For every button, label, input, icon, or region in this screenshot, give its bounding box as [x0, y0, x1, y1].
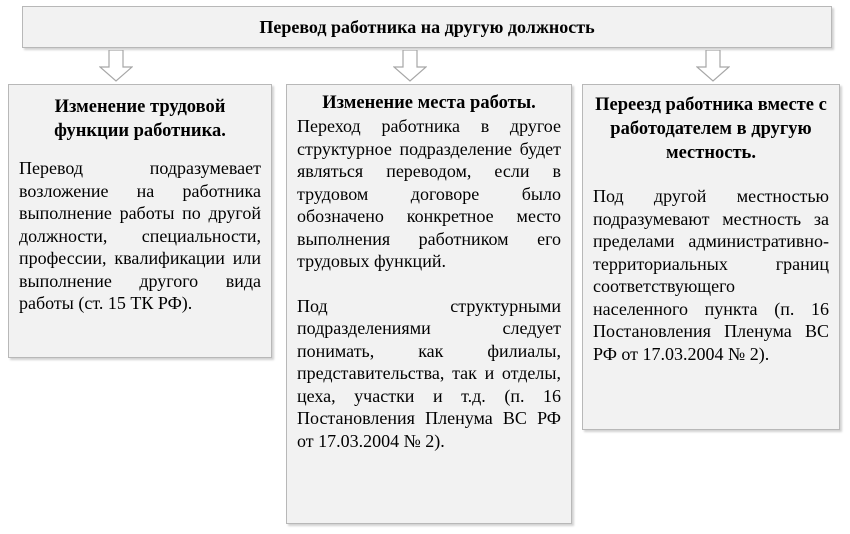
down-arrow-icon — [696, 50, 730, 82]
header-box — [22, 6, 832, 48]
box-paragraph: Переход работника в другое структурное подразделение будет являться переводом, если в трудовом договоре было обозначено конкретное место выполнения работником его трудовых функций. — [297, 116, 561, 271]
box-title: Изменение места работы. — [322, 93, 536, 113]
box-paragraph: Под другой местностью подразумевают местность за пределами административно-территориальных границ соответствующего населенного пункта (п. 16 Постановления Пленума ВС РФ от 17.03.2004 № 2). — [593, 186, 829, 364]
box-title: Переезд работника вместе с работодателем в другую местность. — [595, 95, 827, 163]
box-title: Изменение трудовой функции работника. — [54, 97, 226, 141]
box-paragraph: Перевод подразумевает возложение на работника выполнение работы по другой должности, специальности, профессии, квалификации или выполнение другого вида работы (ст. 15 ТК РФ). — [19, 158, 261, 313]
workplace-change-box — [286, 84, 572, 524]
down-arrow-icon — [99, 50, 133, 82]
relocation-box — [582, 84, 840, 430]
down-arrow-icon — [393, 50, 427, 82]
function-change-box — [8, 84, 272, 358]
diagram-title: Перевод работника на другую должность — [259, 16, 595, 37]
box-paragraph: Под структурными подразделениями следует понимать, как филиалы, представительства, так и отделы, цеха, участки и т.д. (п. 16 Постановления Пленума ВС РФ от 17.03.2004 № 2). — [297, 295, 561, 451]
